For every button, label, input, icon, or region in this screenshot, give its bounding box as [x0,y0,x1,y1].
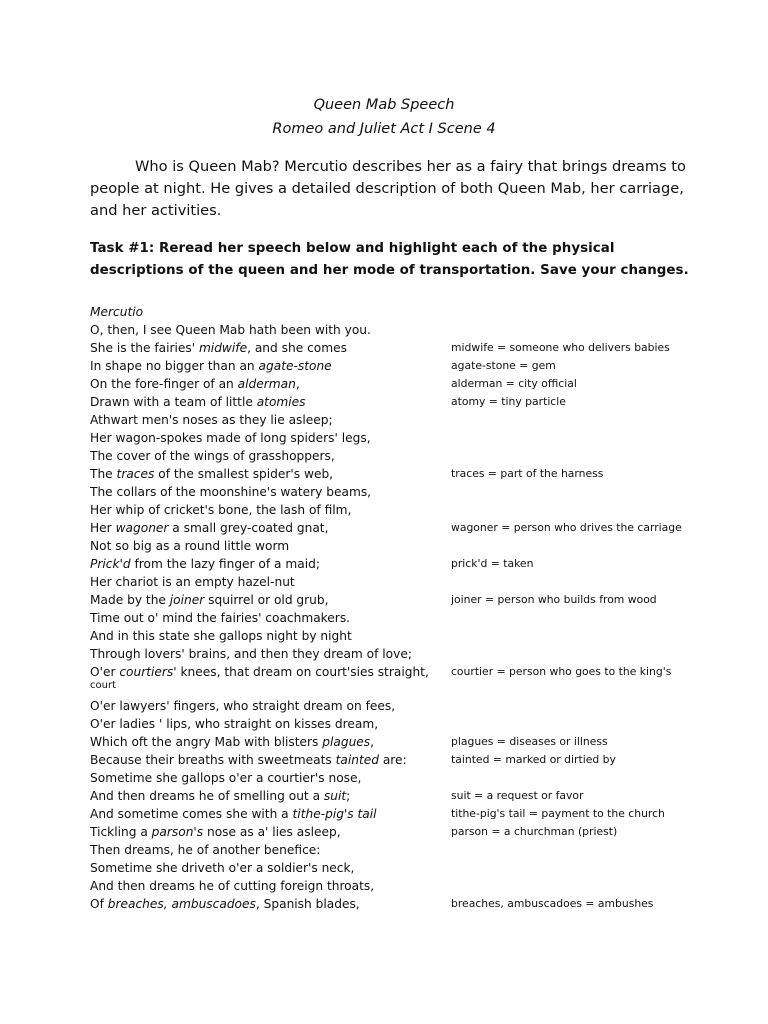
speech-line-keyword: wagoner [115,521,169,535]
speech-line [90,751,435,769]
speech-line [90,339,435,357]
speech-line [90,859,435,877]
speech-line-text: of the smallest spider's web, [154,467,334,481]
speech-line-text: And then dreams he of cutting foreign throats, [90,879,375,893]
intro-line: people at night. He gives a detailed description of both Queen Mab, her carriage, [90,180,684,197]
task-line: descriptions of the queen and her mode of transportation. Save your changes. [90,263,689,278]
speech-line [90,357,435,375]
speech-line-keyword: tithe-pig's tail [292,807,377,821]
speech-line-text: Drawn with a team of little [90,395,257,409]
speech-line-text: Her chariot is an empty hazel-nut [90,575,295,589]
vocabulary-gloss: suit = a request or favor [451,789,584,802]
vocabulary-gloss: midwife = someone who delivers babies [451,341,670,354]
speech-line [90,501,435,519]
speech-line-text: , Spanish blades, [255,897,360,911]
speech-line-text: Then dreams, he of another benefice: [90,843,321,857]
vocabulary-gloss: joiner = person who builds from wood [451,593,657,606]
speech-line-text: She is the fairies' [90,341,199,355]
speech-line-text: O, then, I see Queen Mab hath been with you. [90,323,371,337]
speech-line [90,393,435,411]
speech-line-text: The cover of the wings of grasshoppers, [90,449,335,463]
speech-line-keyword: parson's [151,825,204,839]
speech-line [90,447,435,465]
speech-line-text: are: [378,753,407,767]
vocabulary-gloss: parson = a churchman (priest) [451,825,618,838]
speech-line-keyword: tainted [335,753,379,767]
speech-line-text: nose as a' lies asleep, [203,825,341,839]
task-instruction [90,238,710,282]
vocabulary-gloss: breaches, ambuscadoes = ambushes [451,897,654,910]
speech-line-text: The [90,467,117,481]
speech-line-text: , [370,735,375,749]
speech-line-keyword: alderman [237,377,296,391]
vocabulary-gloss: atomy = tiny particle [451,395,566,408]
speech-line-text: , and she comes [247,341,347,355]
speech-line-text: Time out o' mind the fairies' coachmakers. [90,611,351,625]
speech-line-keyword: agate-stone [258,359,332,373]
speech-line-text: from the lazy finger of a maid; [130,557,320,571]
speech-line-keyword: midwife [198,341,248,355]
speech-line-keyword: plagues [322,735,371,749]
speech-line [90,375,435,393]
speech-line [90,483,435,501]
speech-line [90,697,435,715]
speech-line-text: Which oft the angry Mab with blisters [90,735,323,749]
speech-line [90,537,435,555]
speech-line [90,823,435,841]
speech-line-text: Sometime she gallops o'er a courtier's nose, [90,771,362,785]
speech-line-text: court [90,680,116,691]
speech-line [90,715,435,733]
vocabulary-gloss: alderman = city official [451,377,577,390]
speech-line [90,591,435,609]
speech-line-text: O'er lawyers' fingers, who straight dream on fees, [90,699,396,713]
speech-line-keyword: joiner [169,593,205,607]
speech-line-text: , [295,377,300,391]
speech-line [90,609,435,627]
speech-line-text: Tickling a [90,825,152,839]
speech-line-text: And in this state she gallops night by night [90,629,352,643]
speech-line [90,627,435,645]
vocabulary-gloss: wagoner = person who drives the carriage [451,521,682,534]
speech-line-keyword: Prick'd [90,557,131,571]
vocabulary-gloss: traces = part of the harness [451,467,604,480]
speech-line [90,841,435,859]
speech-line-text: a small grey-coated gnat, [168,521,329,535]
intro-paragraph [90,156,690,222]
vocabulary-gloss: tainted = marked or dirtied by [451,753,616,766]
vocabulary-gloss: prick'd = taken [451,557,534,570]
speech-line [90,321,435,339]
speech-line-keyword: traces [116,467,155,481]
intro-line: and her activities. [90,202,222,219]
speech-line [90,895,435,913]
speech-line-text: The collars of the moonshine's watery beams, [90,485,372,499]
speech-line-text: Through lovers' brains, and then they dream of love; [90,647,412,661]
page-title: Queen Mab Speech [313,97,455,113]
speech-line-text: knees, that dream on court'sies straight, [176,665,429,679]
speech-line-text: Sometime she driveth o'er a soldier's neck, [90,861,355,875]
speech-line-keyword: atomies [256,395,306,409]
speech-line-text: And then dreams he of smelling out a [90,789,324,803]
speech-line-text: O'er ladies ' lips, who straight on kisses dream, [90,717,379,731]
speech-line [90,555,435,573]
speech-line-text: On the fore-finger of an [90,377,238,391]
speech-line [90,787,435,805]
speech-line-text: squirrel or old grub, [204,593,329,607]
vocabulary-gloss: agate-stone = gem [451,359,556,372]
vocabulary-gloss: tithe-pig's tail = payment to the church [451,807,665,820]
page-subtitle: Romeo and Juliet Act I Scene 4 [272,121,496,137]
speech-line [90,411,435,429]
speech-line-text: And sometime comes she with a [90,807,293,821]
speech-line-keyword: courtiers' [119,665,177,679]
speech-line-text: Her [90,521,116,535]
speech-line [90,680,435,692]
speech-line-keyword: suit [323,789,347,803]
vocabulary-gloss: courtier = person who goes to the king's [451,665,672,678]
speech-line-text: Of [90,897,108,911]
speech-line-text: Made by the [90,593,170,607]
speech-line-text: Athwart men's noses as they lie asleep; [90,413,333,427]
speech-line [90,573,435,591]
speech-line [90,805,435,823]
speech-line [90,429,435,447]
speech-line-text: Her whip of cricket's bone, the lash of film, [90,503,352,517]
speech-line-keyword: breaches, ambuscadoes [107,897,256,911]
speech-line [90,645,435,663]
speech-line [90,519,435,537]
speech-line-text: O'er [90,665,120,679]
speech-line-text: Not so big as a round little worm [90,539,290,553]
speech-line [90,465,435,483]
speech-line [90,733,435,751]
vocabulary-gloss: plagues = diseases or illness [451,735,608,748]
speaker-name: Mercutio [90,305,144,319]
task-line: Task #1: Reread her speech below and highlight each of the physical [90,241,615,256]
speech-line-text: Her wagon-spokes made of long spiders' legs, [90,431,371,445]
speech-line-text: In shape no bigger than an [90,359,259,373]
speech-line [90,663,435,681]
speech-line [90,877,435,895]
speech-line [90,769,435,787]
speech-line-text: ; [346,789,351,803]
speech-line-text: Because their breaths with sweetmeats [90,753,336,767]
intro-line: Who is Queen Mab? Mercutio describes her as a fairy that brings dreams to [135,158,686,175]
